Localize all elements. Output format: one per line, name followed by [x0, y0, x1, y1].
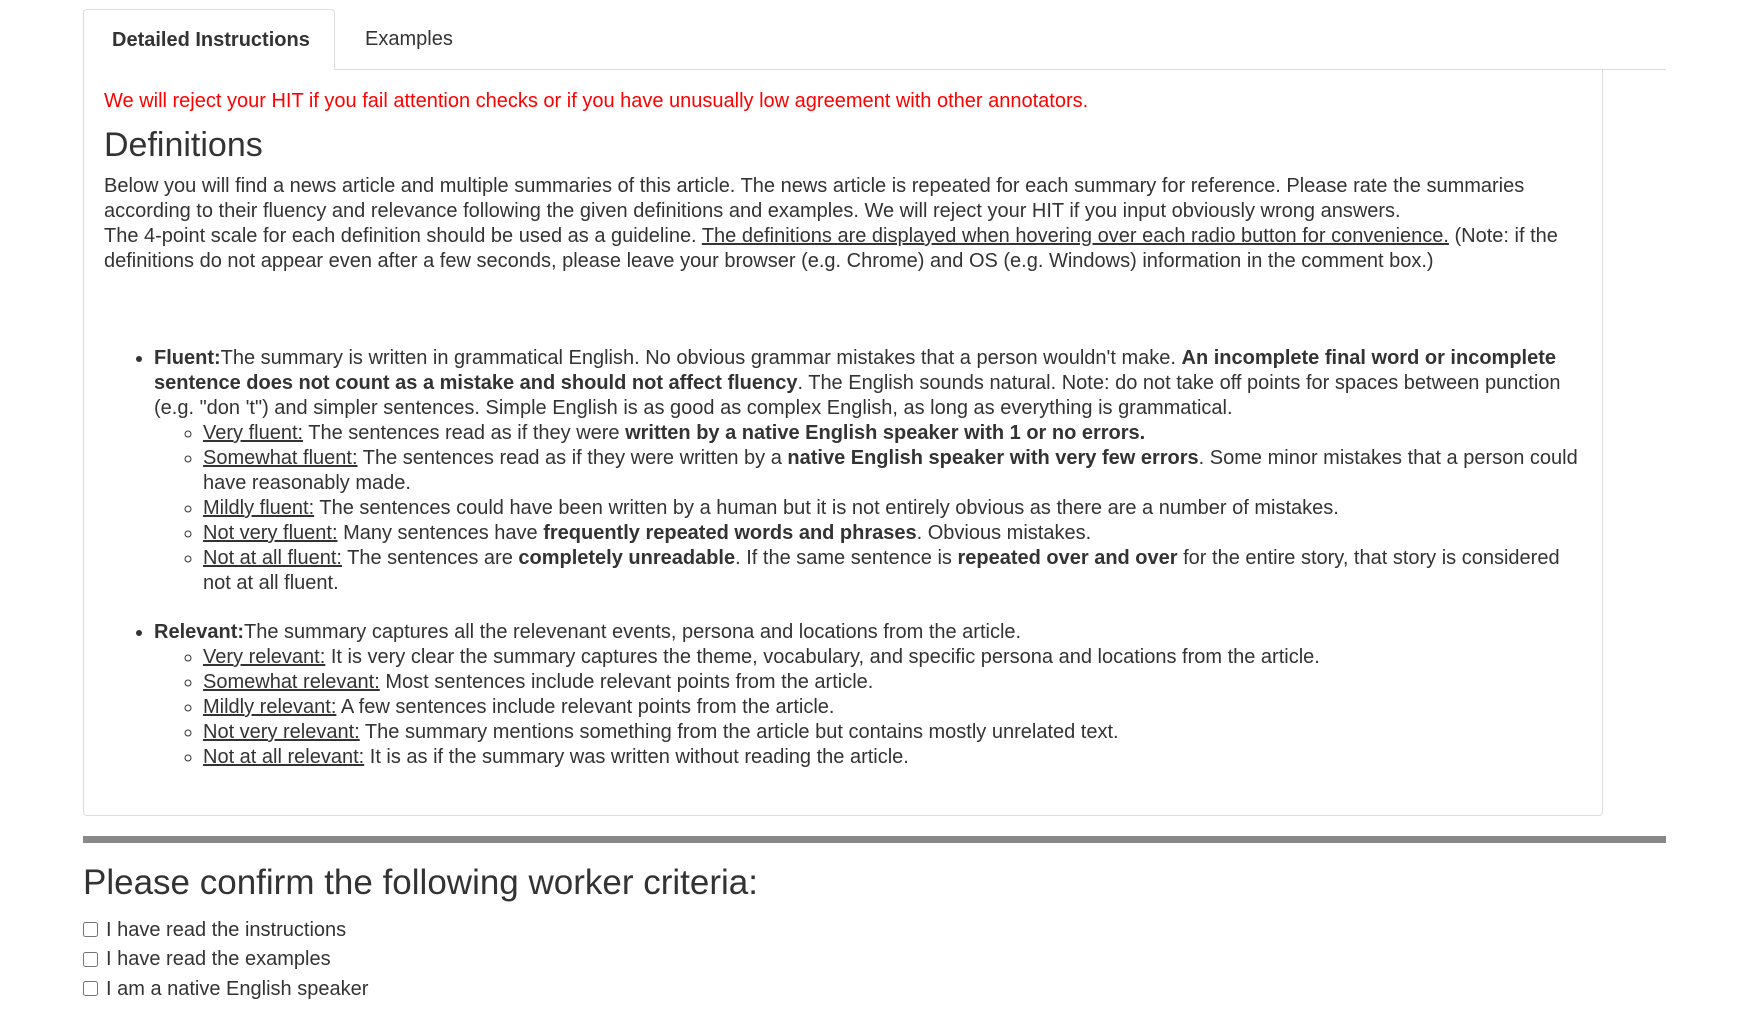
- fluent-desc-bold: An incomplete final word or incomplete sentence does not count as a mistake and should not affect fluency: [154, 347, 1556, 394]
- read-examples-label[interactable]: I have read the examples: [106, 948, 331, 971]
- level-label: Mildly fluent:: [203, 497, 315, 519]
- level-label: Very relevant:: [203, 646, 326, 668]
- worker-criteria-title: Please confirm the following worker criteria:: [83, 863, 758, 902]
- instructions-panel: [83, 70, 1603, 816]
- fluent-desc-b: . The English sounds natural. Note: do not take off points for spaces between punction (e.g. "don 't") and simpler sentences. Simple English is as good as complex English, as long as everything is grammatical.: [154, 372, 1561, 419]
- level-label: Not at all relevant:: [203, 746, 365, 768]
- criteria-row-native-speaker: [83, 974, 1666, 1004]
- level-label: Not very relevant:: [203, 721, 360, 743]
- native-speaker-label[interactable]: I am a native English speaker: [106, 977, 369, 1000]
- intro-line-2-end: (Note: if the definitions do not appear even after a few seconds, please leave your browser (e.g. Chrome) and OS (e.g. Windows) information in the comment box.): [104, 225, 1558, 272]
- intro-line-2-start: The 4-point scale for each definition should be used as a guideline.: [104, 225, 702, 247]
- level-text: It is very clear the summary captures the theme, vocabulary, and specific persona and locations from the article.: [325, 646, 1320, 668]
- level-text: Most sentences include relevant points from the article.: [379, 671, 874, 693]
- tab-examples[interactable]: Examples: [365, 28, 453, 50]
- criteria-list: [104, 346, 1582, 770]
- relevant-level-somewhat: [203, 670, 1582, 695]
- read-examples-checkbox[interactable]: [83, 952, 98, 967]
- level-text: The summary mentions something from the article but contains mostly unrelated text.: [359, 721, 1119, 743]
- level-label: Mildly relevant:: [203, 696, 337, 718]
- fluent-level-very: [203, 421, 1582, 446]
- fluent-level-not-at-all: [203, 546, 1582, 596]
- read-instructions-checkbox[interactable]: [83, 922, 98, 937]
- fluent-level-not-very: [203, 521, 1582, 546]
- criterion-relevant: [154, 620, 1582, 770]
- hover-definitions-note: The definitions are displayed when hovering over each radio button for convenience.: [701, 225, 1449, 247]
- criterion-fluent: [154, 346, 1582, 596]
- level-label: Somewhat relevant:: [203, 671, 380, 693]
- level-label: Not at all fluent:: [203, 547, 342, 569]
- level-bold: frequently repeated words and phrases: [543, 522, 917, 544]
- relevant-level-mildly: [203, 695, 1582, 720]
- level-text: . Some minor mistakes that a person could have reasonably made.: [203, 447, 1578, 494]
- level-text: The sentences read as if they were written by a: [357, 447, 788, 469]
- level-text: The sentences are: [341, 547, 519, 569]
- section-divider: [83, 836, 1666, 843]
- level-text: The sentences could have been written by a human but it is not entirely obvious as there are a number of mistakes.: [314, 497, 1339, 519]
- level-label: Very fluent:: [203, 422, 304, 444]
- level-bold: completely unreadable: [518, 547, 736, 569]
- definitions-intro: [104, 174, 1582, 274]
- fluent-desc-a: The summary is written in grammatical English. No obvious grammar mistakes that a person wouldn't make.: [220, 347, 1182, 369]
- fluent-level-mildly: [203, 496, 1582, 521]
- level-bold: repeated over and over: [957, 547, 1178, 569]
- native-speaker-checkbox[interactable]: [83, 981, 98, 996]
- level-bold: written by a native English speaker with 1 or no errors.: [625, 422, 1146, 444]
- definitions-title: Definitions: [104, 126, 263, 164]
- tab-bar: [83, 9, 1666, 70]
- level-text: The sentences read as if they were: [303, 422, 626, 444]
- relevant-level-very: [203, 645, 1582, 670]
- criteria-row-instructions: [83, 915, 1666, 945]
- level-text: . Obvious mistakes.: [916, 522, 1092, 544]
- read-instructions-label[interactable]: I have read the instructions: [106, 918, 347, 941]
- instructions-container: [83, 9, 1666, 1004]
- fluent-level-somewhat: [203, 446, 1582, 496]
- fluent-levels: [154, 421, 1582, 596]
- level-text: for the entire story, that story is considered not at all fluent.: [203, 547, 1560, 594]
- relevant-desc: The summary captures all the relevenant events, persona and locations from the article.: [244, 621, 1022, 643]
- fluent-label: Fluent:: [154, 347, 221, 369]
- level-text: . If the same sentence is: [735, 547, 958, 569]
- criteria-row-examples: [83, 945, 1666, 975]
- level-label: Not very fluent:: [203, 522, 338, 544]
- level-text: Many sentences have: [337, 522, 544, 544]
- relevant-level-not-very: [203, 720, 1582, 745]
- tab-detailed-instructions[interactable]: Detailed Instructions: [83, 9, 335, 70]
- intro-line-1: Below you will find a news article and multiple summaries of this article. The news article is repeated for each summary for reference. Please rate the summaries according to their fluency and relevance following the given definitions and examples. We will reject your HIT if you input obviously wrong answers.: [104, 175, 1525, 222]
- relevant-levels: [154, 645, 1582, 770]
- level-text: It is as if the summary was written without reading the article.: [364, 746, 909, 768]
- level-label: Somewhat fluent:: [203, 447, 358, 469]
- relevant-level-not-at-all: [203, 745, 1582, 770]
- relevant-label: Relevant:: [154, 621, 245, 643]
- level-bold: native English speaker with very few errors: [787, 447, 1199, 469]
- level-text: A few sentences include relevant points from the article.: [336, 696, 835, 718]
- rejection-warning: We will reject your HIT if you fail attention checks or if you have unusually low agreement with other annotators.: [104, 90, 1089, 112]
